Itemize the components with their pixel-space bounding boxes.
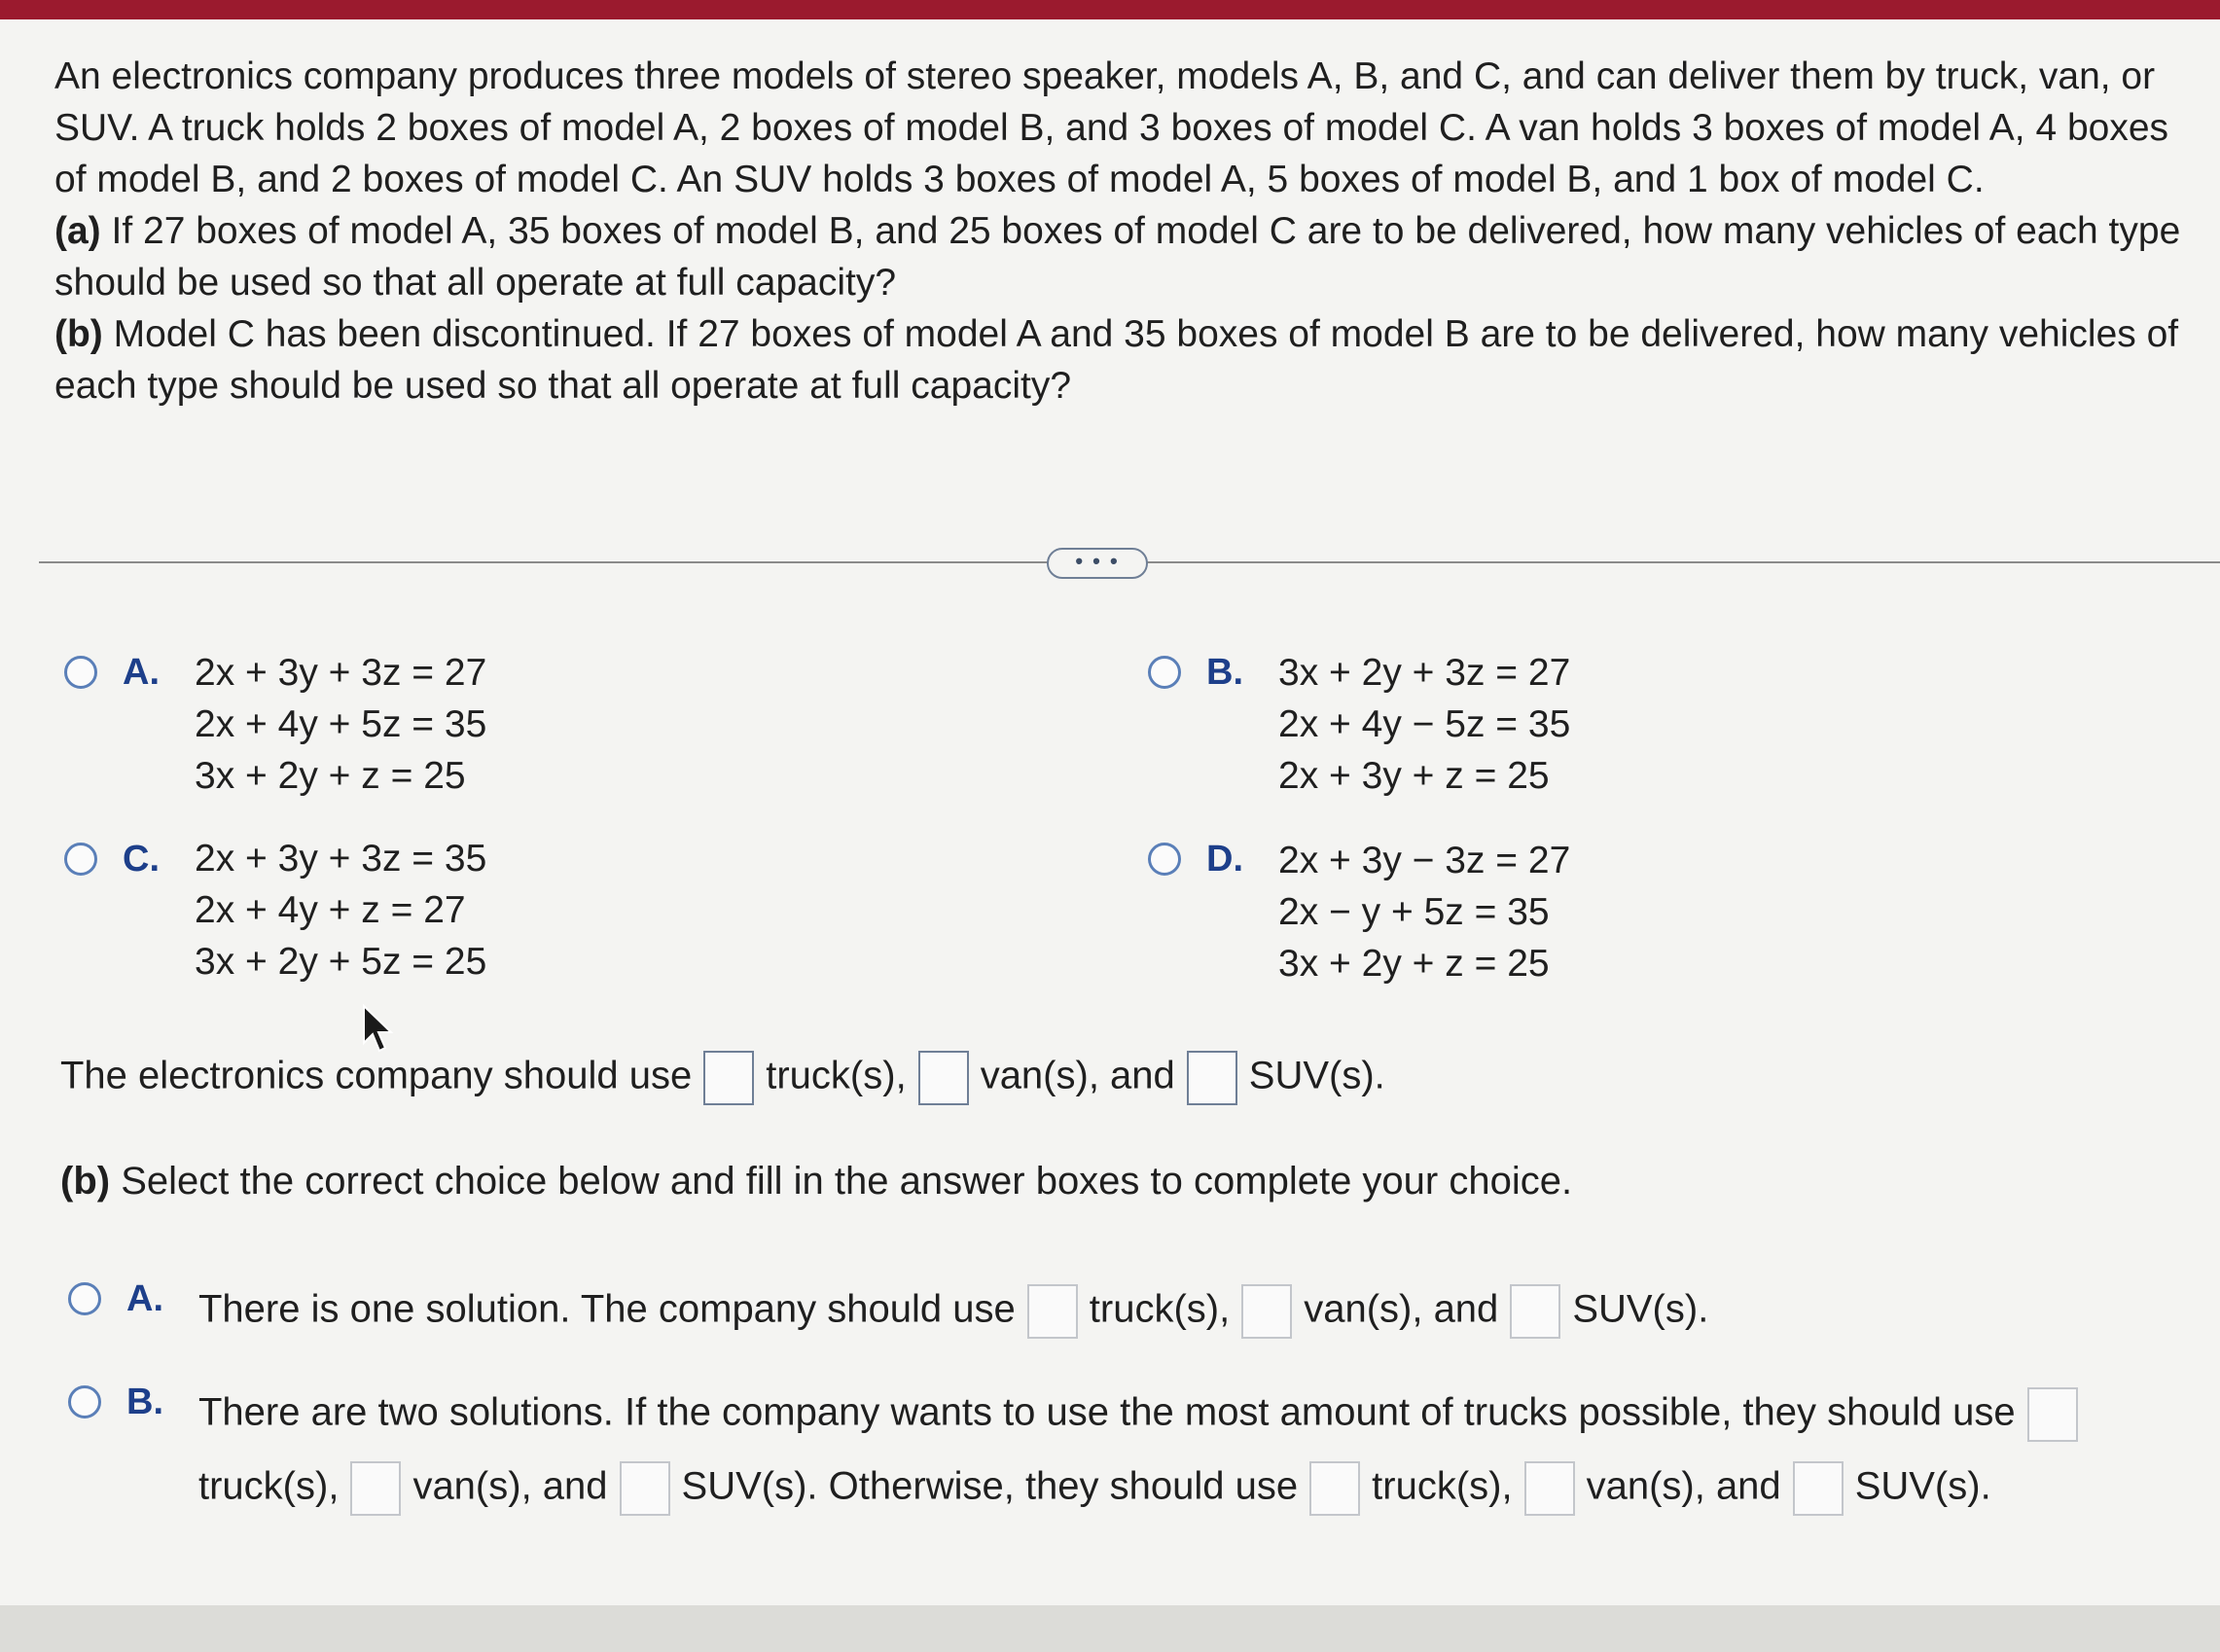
answer-a-van-label: van(s), and [980,1054,1175,1097]
option-d-letter: D. [1206,839,1243,880]
truck-count-input[interactable] [703,1051,754,1105]
option-c-equations [195,833,486,988]
equation: 2x + 3y + 3z = 35 [195,838,487,880]
bottom-strip [0,1605,2220,1652]
part-b-a-van-label: van(s), and [1304,1287,1499,1331]
b-a-truck-input[interactable] [1027,1284,1078,1339]
mouse-pointer-icon [362,1004,395,1055]
part-b-b-truck2-label: truck(s), [1372,1464,1513,1508]
equation: 2x + 4y + z = 27 [195,889,466,931]
part-b-option-a-letter: A. [126,1278,163,1319]
radio-option-c[interactable] [64,843,97,876]
equation: 3x + 2y + z = 25 [195,755,466,797]
equation: 3x + 2y + 5z = 25 [195,941,487,983]
answer-a-truck-label: truck(s), [766,1054,907,1097]
part-a-label: (a) [54,210,101,252]
part-b-prompt-text: Select the correct choice below and fill in the answer boxes to complete your choice. [121,1160,1573,1203]
top-accent-bar [0,0,2220,19]
van-count-input[interactable] [918,1051,969,1105]
equation: 2x − y + 5z = 35 [1278,891,1550,933]
part-b-prompt [60,1160,1572,1203]
part-b-b-suv1-label: SUV(s). Otherwise, they should use [681,1464,1299,1508]
b-a-van-input[interactable] [1241,1284,1292,1339]
b-b-truck1-input[interactable] [2027,1387,2078,1442]
part-b-option-b-letter: B. [126,1382,163,1422]
option-d-equations [1278,835,1570,989]
part-b-option-b-line1 [198,1387,2090,1442]
answer-a-prefix: The electronics company should use [60,1054,693,1097]
b-b-suv2-input[interactable] [1793,1461,1844,1516]
equation: 2x + 4y + 5z = 35 [195,703,487,745]
option-c-letter: C. [123,839,160,880]
part-a-answer-sentence [60,1051,1385,1105]
equation: 2x + 4y − 5z = 35 [1278,703,1571,745]
part-b-b-suv2-label: SUV(s). [1854,1464,1991,1508]
equation: 2x + 3y + 3z = 27 [195,652,487,694]
equation: 2x + 3y − 3z = 27 [1278,840,1571,881]
b-a-suv-input[interactable] [1510,1284,1560,1339]
part-b-option-a-text [198,1284,1708,1339]
part-b-prompt-label: (b) [60,1160,111,1203]
part-b-question [54,308,2195,412]
expand-toggle-button[interactable]: • • • [1047,548,1148,579]
radio-option-b[interactable] [1148,656,1181,689]
part-b-a-suv-label: SUV(s). [1572,1287,1709,1331]
option-b-equations [1278,647,1570,802]
b-b-van2-input[interactable] [1524,1461,1575,1516]
part-b-text: Model C has been discontinued. If 27 boxes of model A and 35 boxes of model B are to be delivered, how many vehicles of each type should be used so that all operate at full capacity? [54,313,2179,407]
part-a-text: If 27 boxes of model A, 35 boxes of model B, and 25 boxes of model C are to be delivered, how many vehicles of each type should be used so that all operate at full capacity? [54,210,2181,304]
option-b-letter: B. [1206,652,1243,693]
option-a-equations [195,647,486,802]
equation: 3x + 2y + 3z = 27 [1278,652,1571,694]
part-b-a-prefix: There is one solution. The company should use [198,1287,1016,1331]
part-b-label: (b) [54,313,103,355]
part-b-b-van1-label: van(s), and [412,1464,608,1508]
problem-intro: An electronics company produces three models of stereo speaker, models A, B, and C, and can deliver them by truck, van, or SUV. A truck holds 2 boxes of model A, 2 boxes of model B, and 3 boxes of model C. A van holds 3 boxes of model A, 4 boxes of model B, and 2 boxes of model C. An SUV holds 3 boxes of model A, 5 boxes of model B, and 1 box of model C. [54,55,2169,200]
part-b-b-truck1-label: truck(s), [198,1464,340,1508]
equation: 2x + 3y + z = 25 [1278,755,1550,797]
part-b-a-truck-label: truck(s), [1089,1287,1231,1331]
suv-count-input[interactable] [1187,1051,1237,1105]
part-b-b-van2-label: van(s), and [1586,1464,1781,1508]
radio-option-a[interactable] [64,656,97,689]
radio-part-b-option-b[interactable] [68,1385,101,1419]
part-a-question [54,205,2195,308]
b-b-truck2-input[interactable] [1309,1461,1360,1516]
part-b-b-line1-text: There are two solutions. If the company wants to use the most amount of trucks possible, they should use [198,1390,2016,1434]
problem-statement [54,51,2195,412]
equation: 3x + 2y + z = 25 [1278,943,1550,985]
option-a-letter: A. [123,652,160,693]
radio-part-b-option-a[interactable] [68,1282,101,1315]
b-b-suv1-input[interactable] [620,1461,670,1516]
b-b-van1-input[interactable] [350,1461,401,1516]
answer-a-suv-label: SUV(s). [1248,1054,1385,1097]
radio-option-d[interactable] [1148,843,1181,876]
part-b-option-b-line2 [198,1461,1991,1516]
